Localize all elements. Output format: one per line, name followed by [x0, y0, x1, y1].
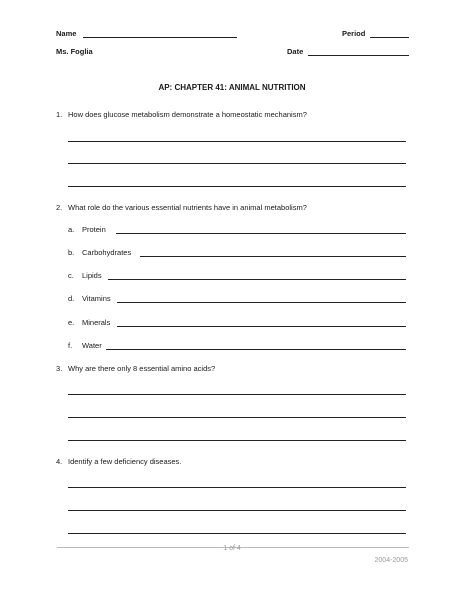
question-1-text: How does glucose metabolism demonstrate a homeostatic mechanism? [68, 110, 307, 119]
subitem-letter: f. [68, 341, 73, 350]
question-number: 2. [56, 203, 63, 212]
answer-line[interactable] [68, 163, 406, 164]
question-3-text: Why are there only 8 essential amino acids? [68, 364, 216, 373]
period-blank[interactable] [370, 37, 409, 38]
subitem-letter: e. [68, 318, 75, 327]
answer-line[interactable] [68, 533, 406, 534]
question-2-text: What role do the various essential nutrients have in animal metabolism? [68, 203, 307, 212]
name-label: Name [56, 29, 77, 38]
subitem-letter: d. [68, 294, 75, 303]
subitem-letter: c. [68, 271, 74, 280]
page-number: 1 of 4 [223, 545, 241, 552]
teacher-name: Ms. Foglia [56, 47, 93, 56]
school-year: 2004-2005 [374, 557, 408, 564]
minerals-answer-line[interactable] [117, 326, 406, 327]
vitamins-answer-line[interactable] [117, 302, 406, 303]
question-number: 1. [56, 110, 63, 119]
subitem-letter: a. [68, 225, 75, 234]
subitem-lipids-label: Lipids [82, 271, 102, 280]
date-label: Date [287, 47, 304, 56]
question-number: 4. [56, 457, 63, 466]
subitem-minerals-label: Minerals [82, 318, 111, 327]
subitem-carbohydrates-label: Carbohydrates [82, 248, 132, 257]
lipids-answer-line[interactable] [108, 279, 406, 280]
question-4-text: Identify a few deficiency diseases. [68, 457, 182, 466]
water-answer-line[interactable] [106, 349, 406, 350]
question-number: 3. [56, 364, 63, 373]
answer-line[interactable] [68, 487, 406, 488]
name-blank[interactable] [83, 37, 237, 38]
protein-answer-line[interactable] [116, 233, 406, 234]
subitem-vitamins-label: Vitamins [82, 294, 111, 303]
answer-line[interactable] [68, 510, 406, 511]
answer-line[interactable] [68, 440, 406, 441]
subitem-protein-label: Protein [82, 225, 106, 234]
answer-line[interactable] [68, 141, 406, 142]
subitem-letter: b. [68, 248, 75, 257]
date-blank[interactable] [308, 55, 409, 56]
subitem-water-label: Water [82, 341, 102, 350]
answer-line[interactable] [68, 394, 406, 395]
carbohydrates-answer-line[interactable] [140, 256, 406, 257]
period-label: Period [342, 29, 366, 38]
answer-line[interactable] [68, 186, 406, 187]
answer-line[interactable] [68, 417, 406, 418]
worksheet-title: AP: CHAPTER 41: ANIMAL NUTRITION [158, 83, 306, 92]
